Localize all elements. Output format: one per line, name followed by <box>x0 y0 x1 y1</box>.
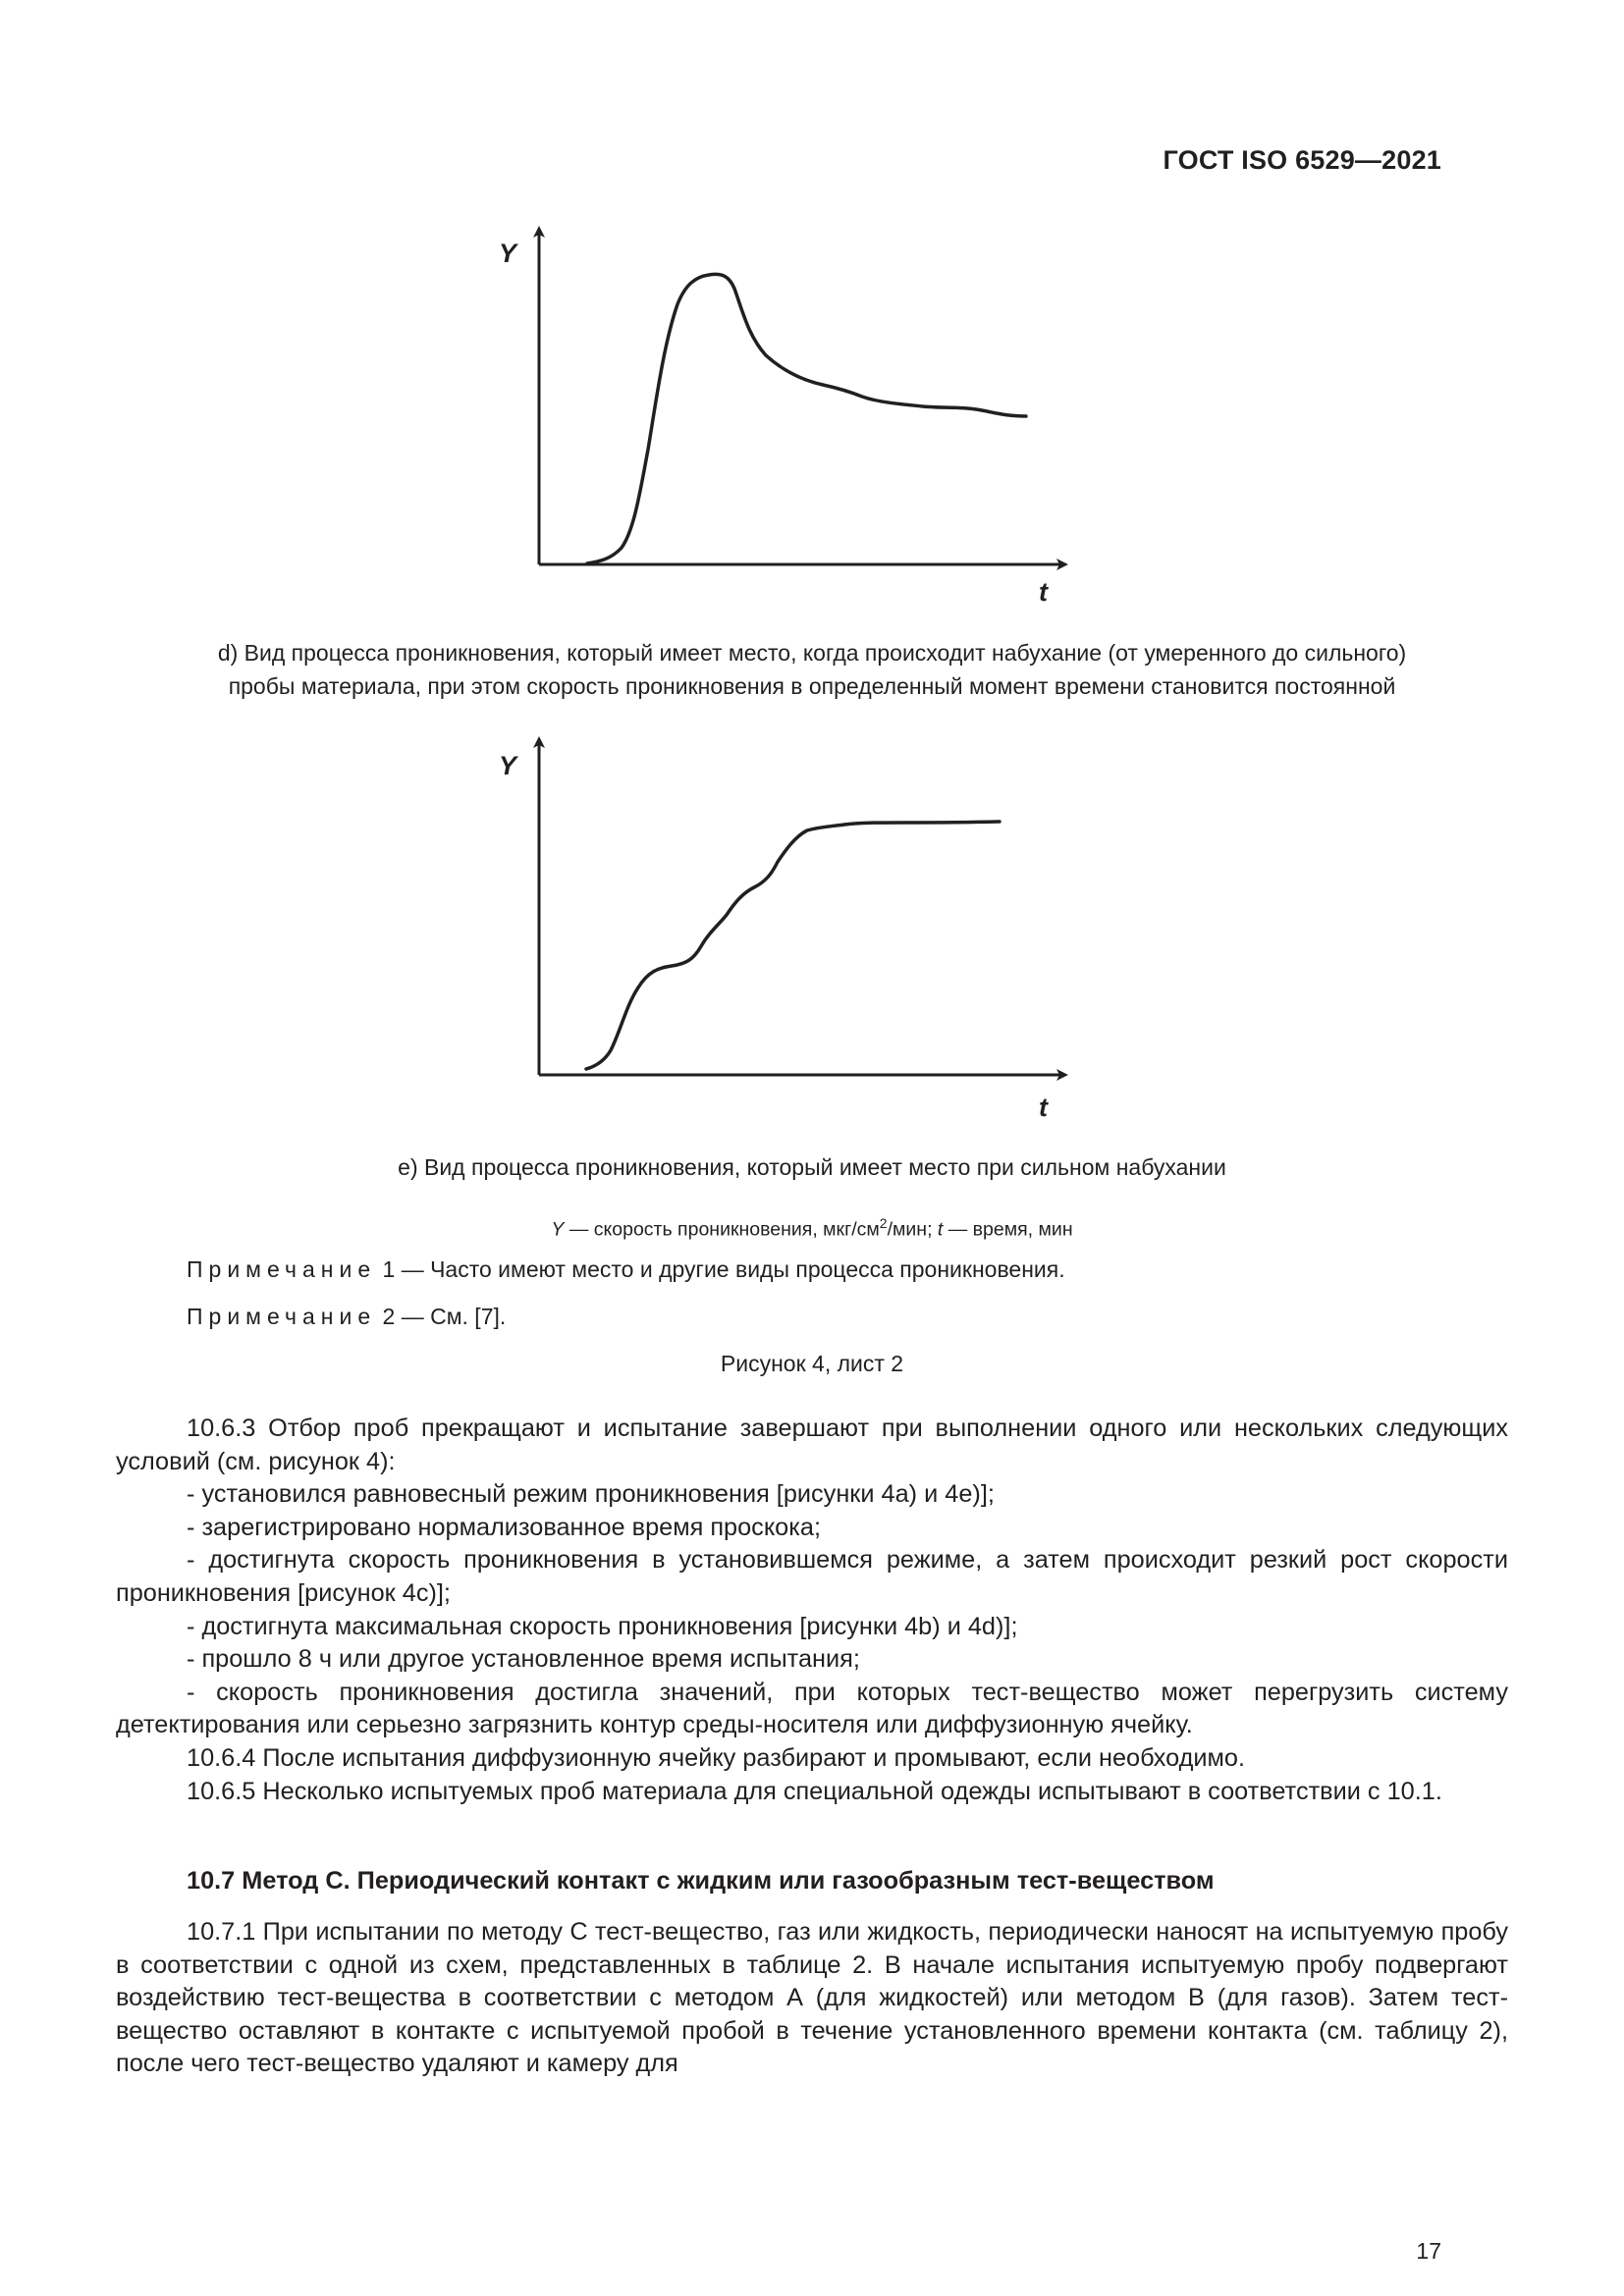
note-2 <box>187 1304 506 1330</box>
legend-y-text2: /мин; <box>887 1218 938 1241</box>
note-2-text: 2 — См. [7]. <box>376 1304 507 1329</box>
note-1-text: 1 — Часто имеют место и другие виды процесса проникновения. <box>376 1256 1065 1282</box>
figure-e-plot <box>491 736 1080 1129</box>
figure-d-caption <box>116 636 1508 703</box>
section-title-10-7: 10.7 Метод С. Периодический контакт с жидким или газообразным тест-веществом <box>187 1867 1215 1895</box>
figure-e-y-label: Y <box>499 751 517 780</box>
document-header: ГОСТ ISO 6529—2021 <box>1163 145 1441 175</box>
figure-d <box>491 226 1080 618</box>
legend-t-text: — время, мин <box>943 1218 1073 1241</box>
list-item: - установился равновесный режим проникновения [рисунки 4а) и 4е)]; <box>187 1480 995 1509</box>
figure-e <box>491 736 1080 1129</box>
legend-y-sup: 2 <box>879 1215 888 1231</box>
figure-d-plot <box>491 226 1080 618</box>
note-1 <box>187 1256 1065 1283</box>
figure-title: Рисунок 4, лист 2 <box>720 1351 904 1376</box>
figure-e-caption-line1: e) Вид процесса проникновения, который имеет место при сильном набухании <box>398 1154 1226 1180</box>
paragraph-10-7-1: 10.7.1 При испытании по методу С тест-вещество, газ или жидкость, периодически наносят на испытуемую пробу в соответствии с одной из схем, представленных в таблице 2. В начале испытания испытуемую пробу подвергают воздействию тест-вещества в соответствии с методом А (для жидкостей) или методом В (для газов). Затем тест-вещество оставляют в контакте с испытуемой пробой в течение установленного времени контакта (см. таблицу 2), после чего тест-вещество удаляют и камеру для <box>116 1918 1508 2078</box>
page-number: 17 <box>1416 2238 1441 2264</box>
list-item: - зарегистрировано нормализованное время проскока; <box>187 1513 821 1541</box>
legend-t-symbol: t <box>937 1218 944 1241</box>
paragraph-10-6-4: 10.6.4 После испытания диффузионную ячейку разбирают и промывают, если необходимо. <box>187 1743 1246 1772</box>
body-block-2 <box>116 1916 1508 2081</box>
paragraph-10-6-3: 10.6.3 Отбор проб прекращают и испытание завершают при выполнении одного или нескольких следующих условий (см. рисунок 4): <box>116 1415 1508 1475</box>
figure-e-x-label: t <box>1039 1093 1048 1122</box>
legend-y-text: — скорость проникновения, мкг/см <box>564 1218 880 1241</box>
figure-e-caption <box>116 1150 1508 1184</box>
list-item: - достигнута скорость проникновения в установившемся режиме, а затем происходит резкий рост скорости проникновения [рисунок 4с)]; <box>116 1546 1508 1607</box>
figure-e-curve <box>586 822 1000 1069</box>
figure-d-y-label: Y <box>499 239 517 268</box>
list-item: - прошло 8 ч или другое установленное время испытания; <box>187 1645 860 1674</box>
list-item: - достигнута максимальная скорость проникновения [рисунки 4b) и 4d)]; <box>187 1612 1018 1640</box>
figure-d-curve <box>587 274 1026 563</box>
figure-d-caption-line2: пробы материала, при этом скорость проникновения в определенный момент времени становится постоянной <box>228 673 1396 699</box>
figure-legend <box>116 1215 1508 1242</box>
note-2-label: Примечание <box>187 1304 377 1329</box>
figure-d-x-label: t <box>1039 577 1048 607</box>
figure-d-caption-line1: d) Вид процесса проникновения, который имеет место, когда происходит набухание (от умеренного до сильного) <box>217 640 1407 666</box>
paragraph-10-6-5: 10.6.5 Несколько испытуемых проб материала для специальной одежды испытывают в соответствии с 10.1. <box>187 1777 1442 1805</box>
body-block-1 <box>116 1413 1508 1808</box>
legend-y-symbol: Y <box>551 1218 565 1241</box>
list-item: - скорость проникновения достигла значений, при которых тест-вещество может перегрузить систему детектирования или серьезно загрязнить контур среды-носителя или диффузионную ячейку. <box>116 1678 1508 1739</box>
note-1-label: Примечание <box>187 1256 377 1282</box>
